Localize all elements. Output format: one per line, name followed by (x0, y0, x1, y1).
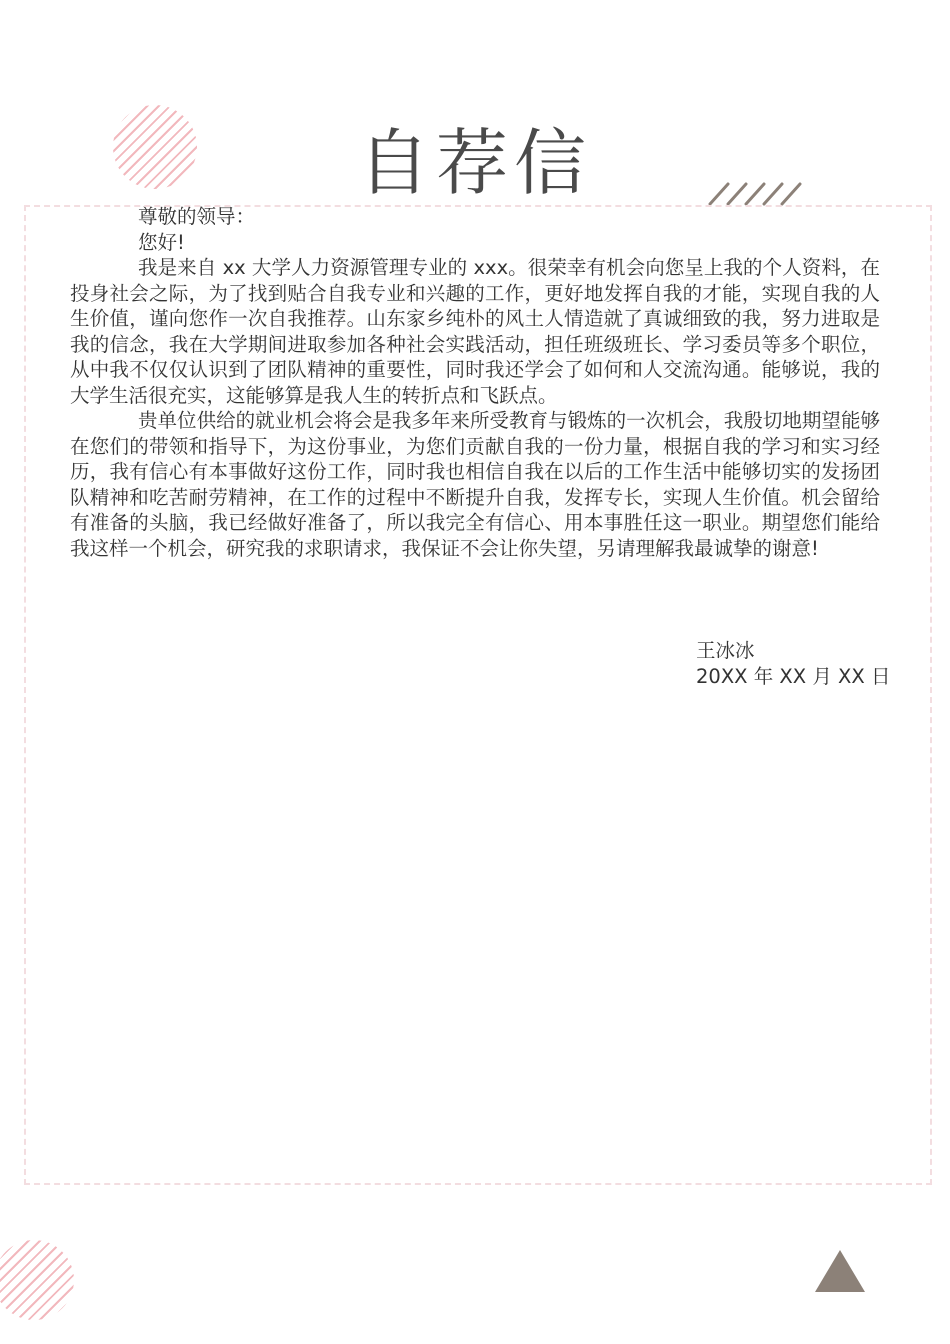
signature-block (696, 638, 890, 690)
paragraph-1: 我是来自 xx 大学人力资源管理专业的 xxx。很荣幸有机会向您呈上我的个人资料，在投身社会之际，为了找到贴合自我专业和兴趣的工作，更好地发挥自我的才能，实现自我的人生价值，谨向您作一次自我推荐。山东家乡纯朴的风土人情造就了真诚细致的我，努力进取是我的信念，我在大学期间进取参加各种社会实践活动，担任班级班长、学习委员等多个职位，从中我不仅仅认识到了团队精神的重要性，同时我还学会了如何和人交流沟通。能够说，我的大学生活很充实，这能够算是我人生的转折点和飞跃点。 (70, 256, 880, 407)
signature-name: 王冰冰 (696, 639, 755, 662)
paragraph-2: 贵单位供给的就业机会将会是我多年来所受教育与锻炼的一次机会，我殷切地期望能够在您们的带领和指导下，为这份事业，为您们贡献自我的一份力量，根据自我的学习和实习经历，我有信心有本事做好这份工作，同时我也相信自我在以后的工作生活中能够切实的发扬团队精神和吃苦耐劳精神，在工作的过程中不断提升自我，发挥专长，实现人生价值。机会留给有准备的头脑，我已经做好准备了，所以我完全有信心、用本事胜任这一职业。期望您们能给我这样一个机会，研究我的求职请求，我保证不会让你失望，另请理解我最诚挚的谢意! (70, 409, 880, 560)
signature-date: 20XX 年 XX 月 XX 日 (696, 665, 891, 688)
salutation: 您好! (138, 230, 185, 254)
greeting: 尊敬的领导： (138, 205, 256, 228)
letter-body (70, 204, 880, 561)
page-title: 自荐信 (357, 121, 592, 205)
triangle-icon (815, 1250, 865, 1292)
decorative-striped-circle-bottom (0, 1240, 74, 1320)
